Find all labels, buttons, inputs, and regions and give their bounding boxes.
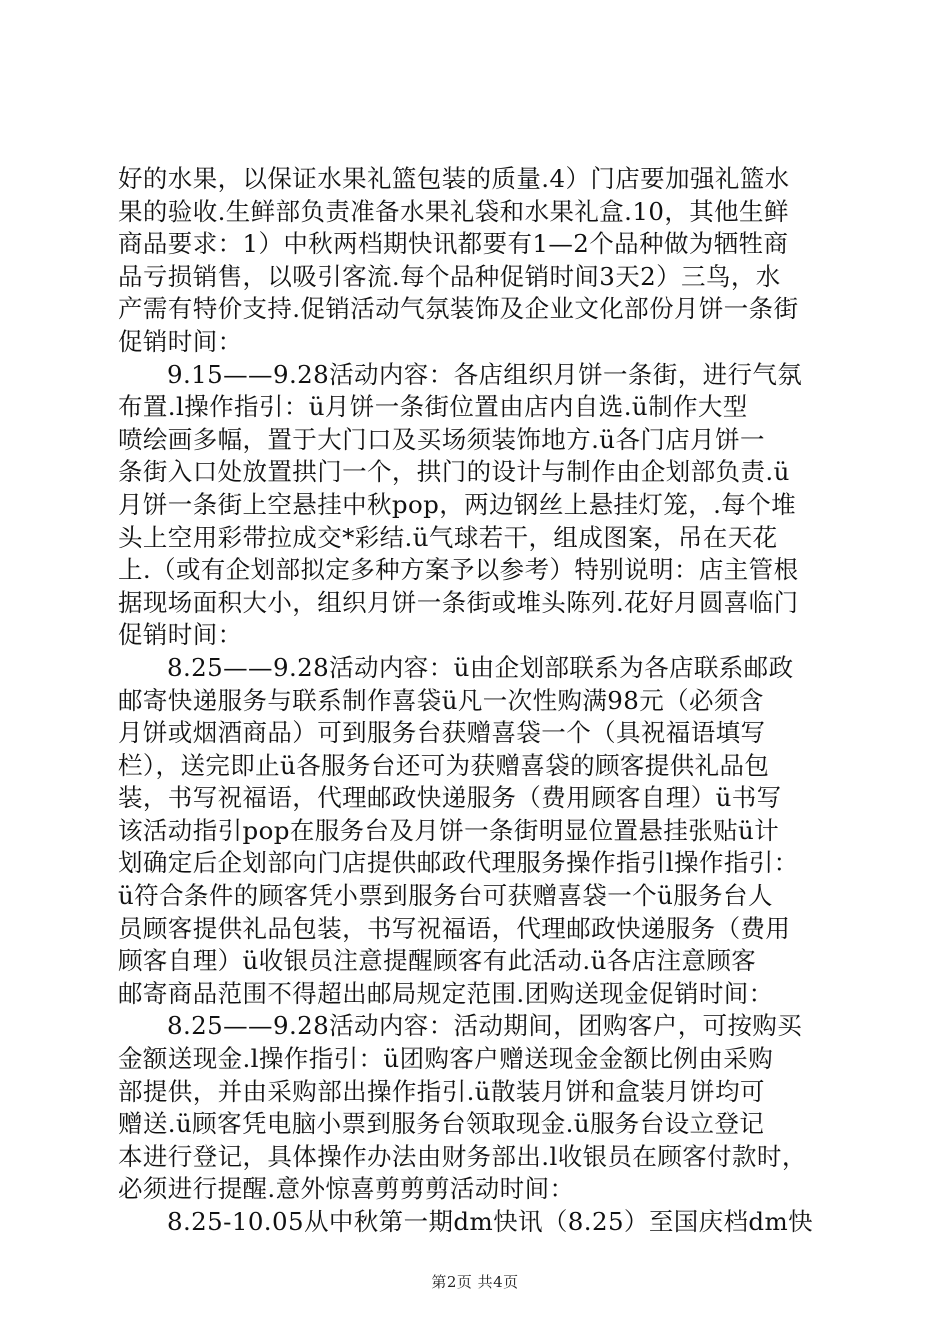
text-line: 金额送现金.l操作指引：ü团购客户赠送现金金额比例由采购 bbox=[118, 1044, 774, 1074]
text-line: 该活动指引pop在服务台及月饼一条街明显位置悬挂张贴ü计 bbox=[118, 815, 780, 845]
document-body bbox=[118, 163, 832, 1239]
text-line: 条街入口处放置拱门一个，拱门的设计与制作由企划部负责.ü bbox=[118, 457, 790, 487]
text-line: 据现场面积大小，组织月饼一条街或堆头陈列.花好月圆喜临门 bbox=[118, 587, 799, 617]
text-line: 9.15——9.28活动内容：各店组织月饼一条街，进行气氛 bbox=[167, 359, 803, 389]
text-line: 部提供，并由采购部出操作指引.ü散装月饼和盒装月饼均可 bbox=[118, 1076, 765, 1106]
text-line: 8.25-10.05从中秋第一期dm快讯（8.25）至国庆档dm快 bbox=[167, 1207, 814, 1236]
text-line: 产需有特价支持.促销活动气氛装饰及企业文化部份月饼一条街 bbox=[118, 294, 799, 324]
text-line: 员顾客提供礼品包装，书写祝福语，代理邮政快递服务（费用 bbox=[118, 913, 791, 943]
text-line: 好的水果，以保证水果礼篮包装的质量.4）门店要加强礼篮水 bbox=[118, 164, 790, 193]
text-line: 8.25——9.28活动内容：ü由企划部联系为各店联系邮政 bbox=[167, 652, 794, 682]
text-line: 必须进行提醒.意外惊喜剪剪剪活动时间： bbox=[118, 1174, 575, 1204]
page-footer: 第2页 共4页 bbox=[431, 1273, 519, 1291]
text-line: 商品要求：1）中秋两档期快讯都要有1—2个品种做为牺牲商 bbox=[118, 229, 789, 259]
text-line: 本进行登记，具体操作办法由财务部出.l收银员在顾客付款时， bbox=[118, 1141, 807, 1171]
text-line: 促销时间： bbox=[118, 620, 243, 650]
text-line: 上.（或有企划部拟定多种方案予以参考）特别说明：店主管根 bbox=[118, 555, 799, 585]
text-line: 品亏损销售，以吸引客流.每个品种促销时间3天2）三鸟，水 bbox=[118, 261, 781, 291]
text-line: 划确定后企划部向门店提供邮政代理服务操作指引l操作指引： bbox=[118, 848, 799, 878]
text-line: 顾客自理）ü收银员注意提醒顾客有此活动.ü各店注意顾客 bbox=[118, 946, 757, 976]
text-line: 果的验收.生鲜部负责准备水果礼袋和水果礼盒.10，其他生鲜 bbox=[118, 196, 789, 226]
text-line: 头上空用彩带拉成交*彩结.ü气球若干，组成图案，吊在天花 bbox=[118, 522, 778, 552]
text-line: 布置.l操作指引：ü月饼一条街位置由店内自选.ü制作大型 bbox=[118, 392, 748, 422]
text-line: 邮寄快递服务与联系制作喜袋ü凡一次性购满98元（必须含 bbox=[118, 685, 764, 715]
text-line: 促销时间： bbox=[118, 326, 243, 356]
text-line: 装，书写祝福语，代理邮政快递服务（费用顾客自理）ü书写 bbox=[118, 783, 782, 813]
text-line: 赠送.ü顾客凭电脑小票到服务台领取现金.ü服务台设立登记 bbox=[118, 1109, 765, 1139]
text-line: 栏），送完即止ü各服务台还可为获赠喜袋的顾客提供礼品包 bbox=[118, 750, 770, 780]
text-line: 喷绘画多幅，置于大门口及买场须装饰地方.ü各门店月饼一 bbox=[118, 424, 765, 454]
text-line: ü符合条件的顾客凭小票到服务台可获赠喜袋一个ü服务台人 bbox=[118, 881, 773, 911]
text-line: 月饼一条街上空悬挂中秋pop，两边钢丝上悬挂灯笼，.每个堆 bbox=[118, 489, 797, 519]
text-line: 邮寄商品范围不得超出邮局规定范围.团购送现金促销时间： bbox=[118, 978, 774, 1008]
text-line: 8.25——9.28活动内容：活动期间，团购客户，可按购买 bbox=[167, 1011, 803, 1041]
text-line: 月饼或烟酒商品）可到服务台获赠喜袋一个（具祝福语填写 bbox=[118, 718, 766, 748]
